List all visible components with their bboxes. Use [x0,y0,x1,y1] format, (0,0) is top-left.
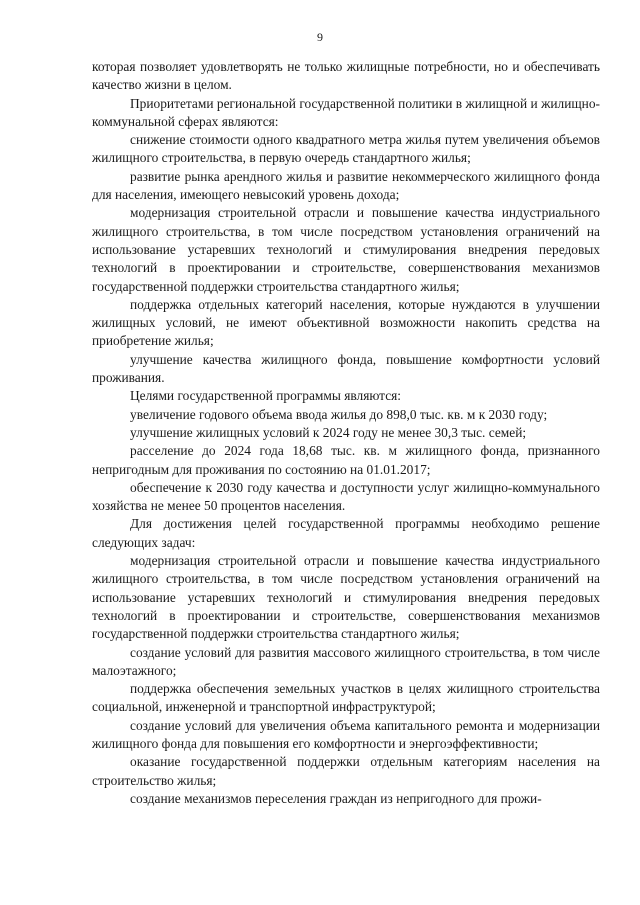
paragraph: развитие рынка арендного жилья и развитие некоммерческого жилищного фонда для населения, имеющего невысокий уровень дохода; [92,168,600,203]
paragraph: снижение стоимости одного квадратного метра жилья путем увеличения объемов жилищного строительства, в первую очередь стандартного жилья; [92,132,600,166]
paragraph: модернизация строительной отрасли и повышение качества индустриального жилищного строительства, в том числе посредством установления ограничений на использование устаревших технологий и стимулирования внедрения передовых технологий в проектировании и строительстве, совершенствования механизмов государственной поддержки строительства стандартного жилья; [92,553,600,642]
paragraph: оказание государственной поддержки отдельным категориям населения на строительство жилья; [92,754,600,788]
paragraph: улучшение жилищных условий к 2024 году не менее 30,3 тыс. семей; [130,424,527,440]
paragraph: увеличение годового объема ввода жилья до 898,0 тыс. кв. м к 2030 году; [130,406,548,422]
paragraph: Приоритетами региональной государственной политики в жилищной и жилищно-коммунальной сферах являются: [92,95,600,129]
paragraph: создание условий для увеличения объема капитального ремонта и модернизации жилищного фонда для повышения его комфортности и энергоэффективности; [92,717,600,751]
paragraph: модернизация строительной отрасли и повышение качества индустриального жилищного строительства, в том числе посредством установления ограничений на использование устаревших технологий и стимулирования внедрения передовых технологий в проектировании и строительстве, совершенствования механизмов государственной поддержки строительства стандартного жилья; [92,205,600,294]
paragraph: создание механизмов переселения граждан из непригодного для прожи- [130,790,542,806]
paragraph: поддержка отдельных категорий населения, которые нуждаются в улучшении жилищных условий, не имеют объективной возможности накопить средства на приобретение жилья; [92,296,600,349]
paragraph: расселение до 2024 года 18,68 тыс. кв. м жилищного фонда, признанного непригодным для проживания по состоянию на 01.01.2017; [92,443,600,477]
body-text [92,58,600,808]
paragraph: поддержка обеспечения земельных участков в целях жилищного строительства социальной, инженерной и транспортной инфраструктурой; [92,681,600,715]
paragraph: создание условий для развития массового жилищного строительства, в том числе малоэтажного; [92,644,600,678]
paragraph: Для достижения целей государственной программы необходимо решение следующих задач: [92,516,600,550]
page-number: 9 [317,30,323,44]
paragraph: которая позволяет удовлетворять не только жилищные потребности, но и обеспечивать качество жизни в целом. [92,59,600,93]
paragraph: обеспечение к 2030 году качества и доступности услуг жилищно-коммунального хозяйства не менее 50 процентов населения. [92,479,600,514]
paragraph: улучшение качества жилищного фонда, повышение комфортности условий проживания. [92,351,600,386]
paragraph: Целями государственной программы являются: [130,388,402,404]
